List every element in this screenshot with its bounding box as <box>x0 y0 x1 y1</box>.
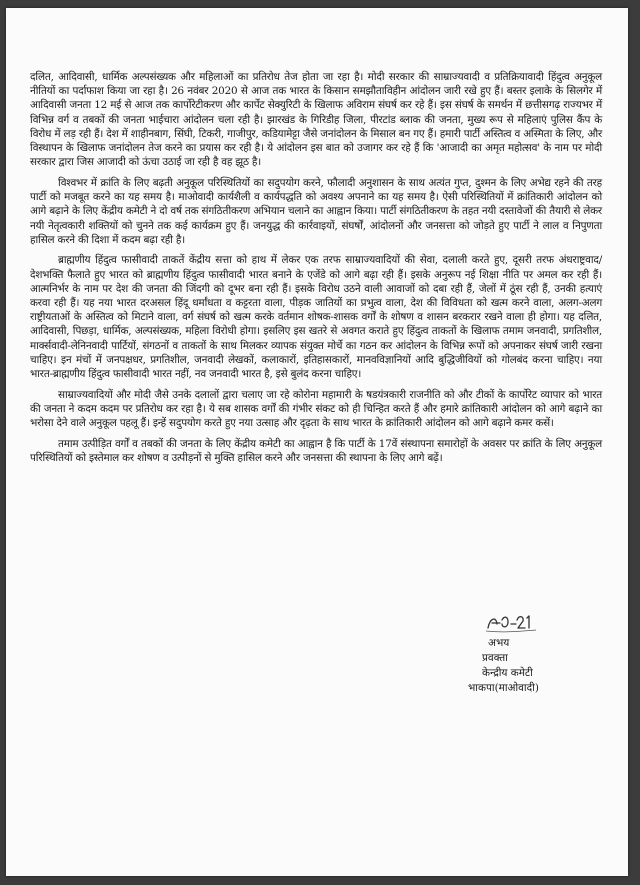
paragraph-3: ब्राह्मणीय हिंदुत्व फासीवादी ताकतें केंद्रीय सत्ता को हाथ में लेकर एक तरफ साम्राज्यवादियों की सेवा, दलाली करते हुए, दूसरी तरफ अंधराष्ट्रवाद/देशभक्ति फैलाते हुए भारत को ब्राह्मणीय हिंदुत्व फासीवादी भारत बनाने के एजेंडे को आगे बढ़ा रही हैं। इसके अनुरूप नई शिक्षा नीति पर अमल कर रही हैं। आत्मनिर्भर के नाम पर देश की जनता की जिंदगी को दूभर बना रही हैं। इसके विरोध उठने वाली आवाजों को दबा रही हैं, जेलों में ठूंस रही हैं, उनकी हत्याएं करवा रही हैं। यह नया भारत दरअसल हिंदू धर्मांधता व कट्टरता वाला, पीड़क जातियों का प्रभुत्व वाला, देश की विविधता को खत्म करने वाला, अलग-अलग राष्ट्रीयताओं के अस्तित्व को मिटाने वाला, वर्ग संघर्ष को खत्म करके वर्तमान शोषक-शासक वर्गों के शोषण व शासन बरकरार रखने वाला ही होगा। यह दलित, आदिवासी, पिछड़ा, धार्मिक, अल्पसंख्यक, महिला विरोधी होगा। इसलिए इस खतरे से अवगत कराते हुए हिंदुत्व ताकतों के खिलाफ तमाम जनवादी, प्रगतिशील, मार्क्सवादी-लेनिनवादी पार्टियों, संगठनों व ताकतों के साथ मिलकर व्यापक संयुक्त मोर्चे का गठन कर आंदोलन के विभिन्न रूपों को अपनाकर संघर्ष जारी रखना चाहिए। इन मंचों में जनपक्षधर, प्रगतिशील, जनवादी लेखकों, कलाकारों, इतिहासकारों, मानवविज्ञानियों आदि बुद्धिजीवियों को गोलबंद करना चाहिए। नया भारत-ब्राह्मणीय हिंदुत्व फासीवादी भारत नहीं, नव जनवादी भारत है, इसे बुलंद करना चाहिए। <box>30 254 602 381</box>
signatory-party: भाकपा(माओवादी) <box>468 682 539 694</box>
handwritten-signature <box>484 612 544 638</box>
signatory-committee: केन्द्रीय कमेटी <box>482 667 533 679</box>
signatory-name: अभय <box>488 637 510 649</box>
paragraph-1: दलित, आदिवासी, धार्मिक अल्पसंख्यक और महिलाओं का प्रतिरोध तेज होता जा रहा है। मोदी सरकार की साम्राज्यवादी व प्रतिक्रियावादी हिंदुत्व अनुकूल नीतियों का पर्दाफाश किया जा रहा है। 26 नवंबर 2020 से आज तक भारत के किसान समझौताविहीन आंदोलन जारी रखे हुए हैं। बस्तर इलाके के सिलगेर में आदिवासी जनता 12 मई से आज तक कार्पोरेटीकरण और कार्पेट सेक्युरिटी के खिलाफ अविराम संघर्ष कर रहे हैं। इस संघर्ष के समर्थन में छत्तीसगढ़ राज्यभर में विभिन्न वर्ग व तबकों की जनता भाईचारा आंदोलन चला रही है। झारखंड के गिरिडीह जिला, पीरटांड ब्लाक की जनता, मुख्य रूप से महिलाएं पुलिस कैंप के विरोध में लड़ रही हैं। देश में शाहीनबाग, सिंघी, टिकरी, गाजीपुर, कडियामेट्टा जैसे जनांदोलन के मिसाल बन गए हैं। हमारी पार्टी अस्तित्व व अस्मिता के लिए, और विस्थापन के खिलाफ जनांदोलन तेज करने का प्रयास कर रही है। ये आंदोलन इस बात को उजागर कर रहे हैं कि 'आजादी का अमृत महोत्सव' के नाम पर मोदी सरकार द्वारा जिस आजादी को ऊंचा उठाई जा रही है वह झूठ है। <box>30 71 602 169</box>
paragraph-5: तमाम उत्पीड़ित वर्गों व तबकों की जनता के लिए केंद्रीय कमेटी का आह्वान है कि पार्टी के 17वें संस्थापना समारोहों के अवसर पर क्रांति के लिए अनुकूल परिस्थितियों को इस्तेमाल कर शोषण व उत्पीड़नों से मुक्ति हासिल करने और जनसत्ता की स्थापना के लिए आगे बढ़ें। <box>30 437 602 465</box>
document-body <box>30 70 602 472</box>
signatory-designation: प्रवक्ता <box>482 652 508 664</box>
document-page <box>6 8 628 876</box>
paragraph-4: साम्राज्यवादियों और मोदी जैसे उनके दलालों द्वारा चलाए जा रहे कोरोना महामारी के षडयंत्रकारी राजनीति को और टीकों के कार्पोरेट व्यापार को भारत की जनता ने कदम कदम पर प्रतिरोध कर रहा है। ये सब शासक वर्गों की गंभीर संकट को ही चिन्हित करते हैं और हमारे क्रांतिकारी आंदोलन को आगे बढ़ाने का भरोसा देने वाले अनुकूल पहलू हैं। इन्हें सदुपयोग करते हुए नया उत्साह और दृढ़ता के साथ भारत के क्रांतिकारी आंदोलन को आगे बढ़ाने कमर कसें। <box>30 388 602 430</box>
signature-block <box>468 636 539 696</box>
paragraph-2: विश्वभर में क्रांति के लिए बढ़ती अनुकूल परिस्थितियों का सदुपयोग करने, फौलादी अनुशासन के साथ अत्यंत गुप्त, दुश्मन के लिए अभेद्य रहने की तरह पार्टी को मजबूत करने का यह समय है। माओवादी कार्यशैली व कार्यपद्धति को अवश्य अपनाने का यह समय है। ऐसी परिस्थितियों में क्रांतिकारी आंदोलन को आगे बढ़ाने के लिए केंद्रीय कमेटी ने दो वर्ष तक संगठितीकरण अभियान चलाने का आह्वान किया। पार्टी संगठितीकरण के तहत नयी दस्तावेजों की तैयारी से लेकर नयी नेतृत्वकारी शक्तियों को चुनने तक कई कार्यक्रम हुए हैं। जनयुद्ध की कार्रवाइयों, संघर्षों, आंदोलनों और जनसत्ता को जोड़ते हुए पार्टी ने लाल व निपुणता हासिल करने की दिशा में कदम बढ़ा रही है। <box>30 176 602 246</box>
